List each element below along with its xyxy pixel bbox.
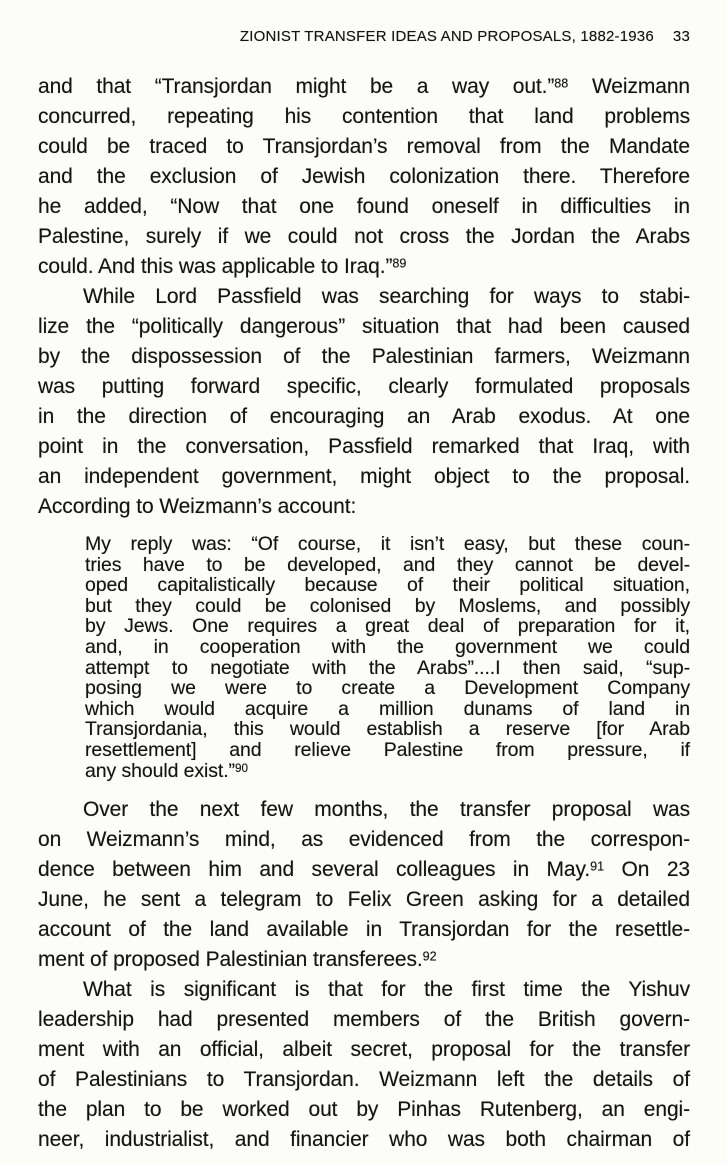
text-line: could. And this was applicable to Iraq.”$^{89}$ [38,255,407,278]
text-line: While Lord Passfield was searching for ways to stabi- [83,285,690,308]
text-line: an independent government, might object to the proposal. [38,465,690,488]
text-line: resettlement] and relieve Palestine from pressure, if [85,738,690,761]
text-line: of Palestinians to Transjordan. Weizmann left the details of [38,1068,690,1092]
text-line: and, in cooperation with the government we could [85,635,690,658]
body-text [0,45,727,1155]
block-quote [85,534,690,781]
text-line: and the exclusion of Jewish colonization there. Therefore [38,165,690,188]
text-line: posing we were to create a Development Company [85,677,690,700]
text-line: and that “Transjordan might be a way out.”$^{88}$ Weizmann [38,75,690,98]
text-line: My reply was: “Of course, it isn’t easy, but these coun- [85,533,690,555]
footnote-reference: 91 [590,859,605,874]
text-line: tries have to be developed, and they cannot be devel- [85,553,690,576]
running-header [0,0,727,45]
paragraph [38,795,690,975]
text-line: the plan to be worked out by Pinhas Rutenberg, an engi- [38,1098,690,1122]
paragraph [38,282,690,522]
text-line: but they could be colonised by Moslems, and possibly [85,594,690,617]
text-line: Transjordania, this would establish a reserve [for Arab [85,718,690,741]
text-line: could be traced to Transjordan’s removal from the Mandate [38,135,690,158]
footnote-reference: 90 [234,761,248,775]
text-line: point in the conversation, Passfield remarked that Iraq, with [38,435,690,458]
text-line: by the dispossession of the Palestinian farmers, Weizmann [38,345,690,368]
text-line: oped capitalistically because of their political situation, [85,574,690,597]
text-line: ment of proposed Palestinian transferees.$^{92}$ [38,948,437,972]
text-line: was putting forward specific, clearly formulated proposals [38,375,690,398]
text-line: in the direction of encouraging an Arab exodus. At one [38,405,690,428]
footnote-reference: 92 [422,949,437,964]
paragraph [38,975,690,1155]
footnote-reference: 88 [554,76,569,91]
text-line: attempt to negotiate with the Arabs”....I then said, “sup- [85,656,690,679]
text-line: Palestine, surely if we could not cross the Jordan the Arabs [38,225,690,248]
text-line: dence between him and several colleagues in May.$^{91}$ On 23 [38,858,690,882]
text-line: on Weizmann’s mind, as evidenced from the correspon- [38,828,690,852]
text-line: by Jews. One requires a great deal of preparation for it, [85,615,690,638]
text-line: June, he sent a telegram to Felix Green asking for a detailed [38,888,690,912]
text-line: According to Weizmann’s account: [38,495,357,518]
footnote-reference: 89 [392,256,407,271]
running-title: ZIONIST TRANSFER IDEAS AND PROPOSALS, 1882-1936 [239,28,654,45]
text-line: ment with an official, albeit secret, proposal for the transfer [38,1038,690,1062]
text-line: leadership had presented members of the British govern- [38,1008,690,1032]
text-line: What is significant is that for the first time the Yishuv [83,978,690,1002]
page-number: 33 [672,28,690,45]
text-line: which would acquire a million dunams of land in [85,697,690,720]
paragraph [38,72,690,282]
text-line: concurred, repeating his contention that land problems [38,105,690,128]
text-line: account of the land available in Transjordan for the resettle- [38,918,690,942]
text-line: Over the next few months, the transfer proposal was [83,798,690,822]
text-line: lize the “politically dangerous” situation that had been caused [38,315,690,338]
text-line: neer, industrialist, and financier who was both chairman of [38,1128,690,1152]
text-line: any should exist.”$^{90}$ [85,759,248,782]
text-line: he added, “Now that one found oneself in difficulties in [38,195,690,218]
